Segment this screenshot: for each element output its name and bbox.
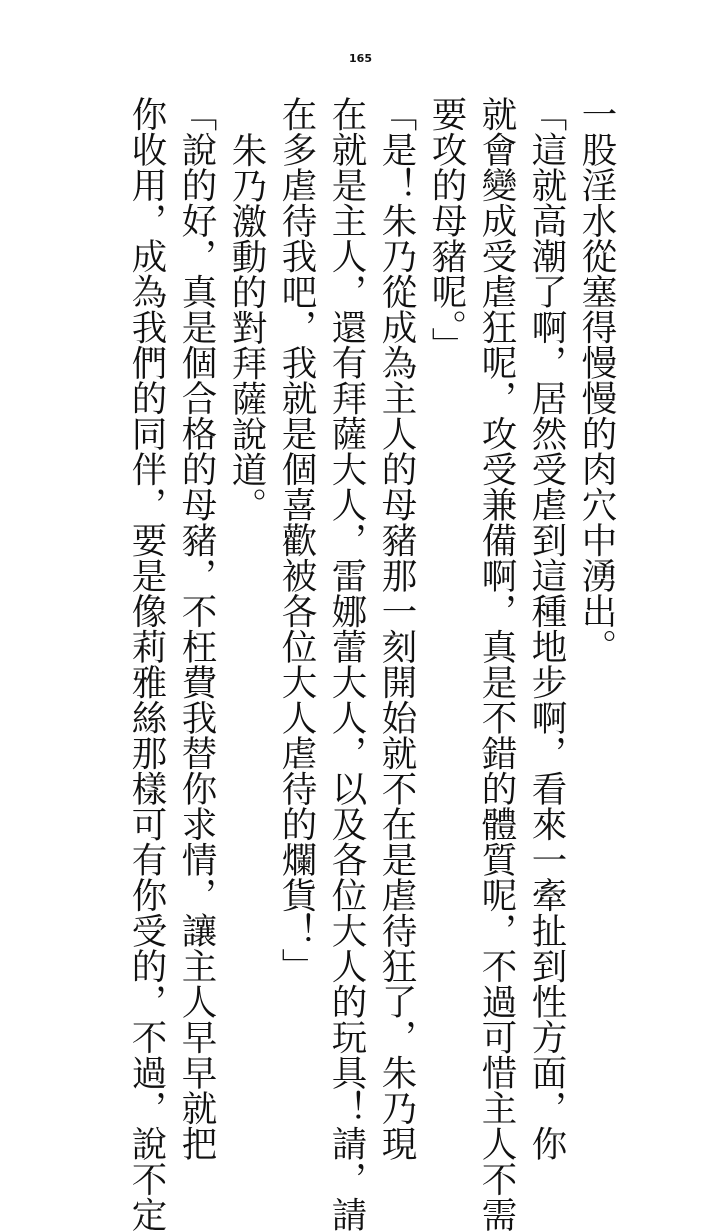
text-column-7: 在多虐待我吧，我就是個喜歡被各位大人虐待的爛貨！」 <box>276 96 317 984</box>
text-column-2: 「這就高潮了啊，居然受虐到這種地步啊，看來一牽扯到性方面，你 <box>526 96 567 1161</box>
text-column-1: 一股淫水從塞得慢慢的肉穴中湧出。 <box>576 96 617 664</box>
vertical-text-body <box>121 96 621 1232</box>
text-column-8: 朱乃激動的對拜薩說道。 <box>226 132 267 523</box>
text-column-4: 要攻的母豬呢。」 <box>426 96 467 363</box>
page-number: 165 <box>349 52 372 65</box>
text-column-10: 你收用，成為我們的同伴，要是像莉雅絲那樣可有你受的，不過，說不定 <box>126 96 167 1232</box>
text-column-5: 「是！朱乃從成為主人的母豬那一刻開始就不在是虐待狂了，朱乃現 <box>376 96 417 1161</box>
text-column-6: 在就是主人，還有拜薩大人，雷娜蕾大人，以及各位大人的玩具！請，請 <box>326 96 367 1232</box>
text-column-3: 就會變成受虐狂呢，攻受兼備啊，真是不錯的體質呢，不過可惜主人不需 <box>476 96 517 1232</box>
text-column-9: 「說的好，真是個合格的母豬，不枉費我替你求情，讓主人早早就把 <box>176 96 217 1161</box>
